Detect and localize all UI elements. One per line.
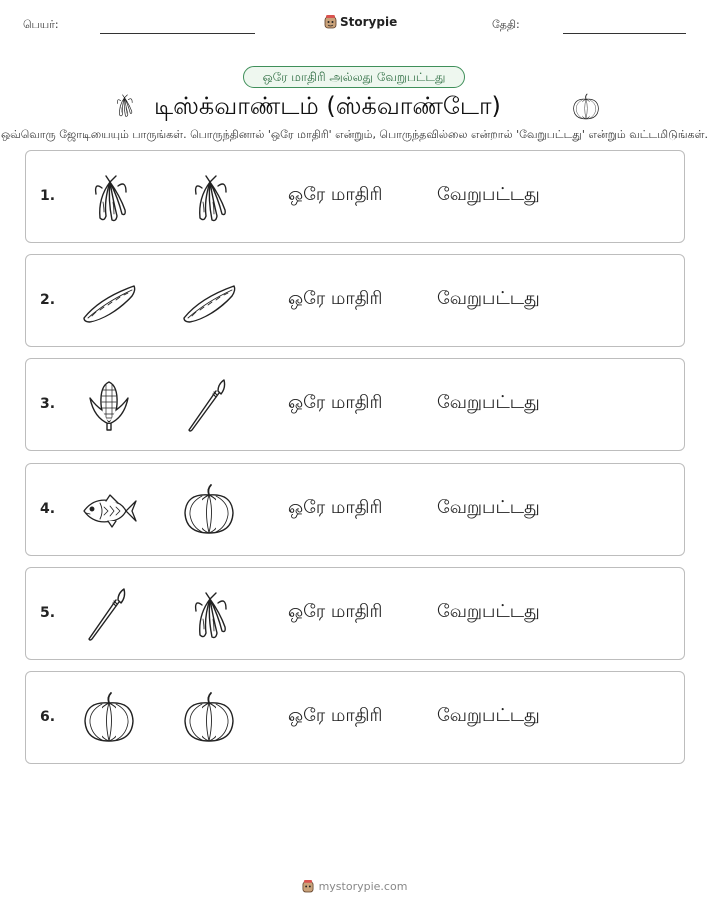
beans-icon xyxy=(110,91,138,119)
exercise-row xyxy=(25,358,685,451)
row-number: 6. xyxy=(40,709,56,725)
date-label: தேதி: xyxy=(492,18,520,31)
worksheet-type-badge: ஒரே மாதிரி அல்லது வேறுபட்டது xyxy=(243,66,465,88)
option-same[interactable]: ஒரே மாதிரி xyxy=(288,392,383,413)
option-same[interactable]: ஒரே மாதிரி xyxy=(288,497,383,518)
corn-icon xyxy=(80,376,138,434)
row-number: 1. xyxy=(40,188,56,204)
fish-icon xyxy=(80,481,138,539)
exercise-row xyxy=(25,567,685,660)
page-title: டிஸ்க்வாண்டம் (ஸ்க்வாண்டோ) xyxy=(154,92,501,120)
storypie-mascot-icon xyxy=(324,14,337,29)
canoe-icon xyxy=(180,272,238,330)
exercise-row xyxy=(25,671,685,764)
option-different[interactable]: வேறுபட்டது xyxy=(437,184,540,205)
footer xyxy=(0,879,709,893)
row-number: 3. xyxy=(40,396,56,412)
spear-icon xyxy=(80,585,138,643)
option-different[interactable]: வேறுபட்டது xyxy=(437,288,540,309)
option-different[interactable]: வேறுபட்டது xyxy=(437,497,540,518)
row-number: 5. xyxy=(40,605,56,621)
row-number: 2. xyxy=(40,292,56,308)
name-label: பெயர்: xyxy=(23,18,59,31)
footer-url[interactable]: mystorypie.com xyxy=(318,879,408,893)
row-number: 4. xyxy=(40,501,56,517)
option-same[interactable]: ஒரே மாதிரி xyxy=(288,184,383,205)
beans-icon xyxy=(180,168,238,226)
option-different[interactable]: வேறுபட்டது xyxy=(437,392,540,413)
exercise-row xyxy=(25,254,685,347)
instructions: ஒவ்வொரு ஜோடியையும் பாருங்கள். பொருந்தினால் 'ஒரே மாதிரி' என்றும், பொருந்தவில்லை என்றால் 'வேறுபட்டது' என்றும் வட்டமிடுங்கள். xyxy=(0,128,709,141)
exercise-row xyxy=(25,150,685,243)
option-same[interactable]: ஒரே மாதிரி xyxy=(288,601,383,622)
pumpkin-icon xyxy=(180,481,238,539)
pumpkin-icon xyxy=(80,689,138,747)
exercise-row xyxy=(25,463,685,556)
title-row xyxy=(0,89,709,125)
pumpkin-icon xyxy=(571,92,601,122)
beans-icon xyxy=(80,168,138,226)
date-line[interactable] xyxy=(563,33,686,34)
beans-icon xyxy=(180,585,238,643)
option-different[interactable]: வேறுபட்டது xyxy=(437,601,540,622)
pumpkin-icon xyxy=(180,689,238,747)
option-same[interactable]: ஒரே மாதிரி xyxy=(288,288,383,309)
option-different[interactable]: வேறுபட்டது xyxy=(437,705,540,726)
canoe-icon xyxy=(80,272,138,330)
name-line[interactable] xyxy=(100,33,255,34)
brand-logo xyxy=(324,14,397,29)
option-same[interactable]: ஒரே மாதிரி xyxy=(288,705,383,726)
spear-icon xyxy=(180,376,238,434)
brand-name: Storypie xyxy=(340,14,398,29)
storypie-mascot-icon xyxy=(302,879,314,893)
